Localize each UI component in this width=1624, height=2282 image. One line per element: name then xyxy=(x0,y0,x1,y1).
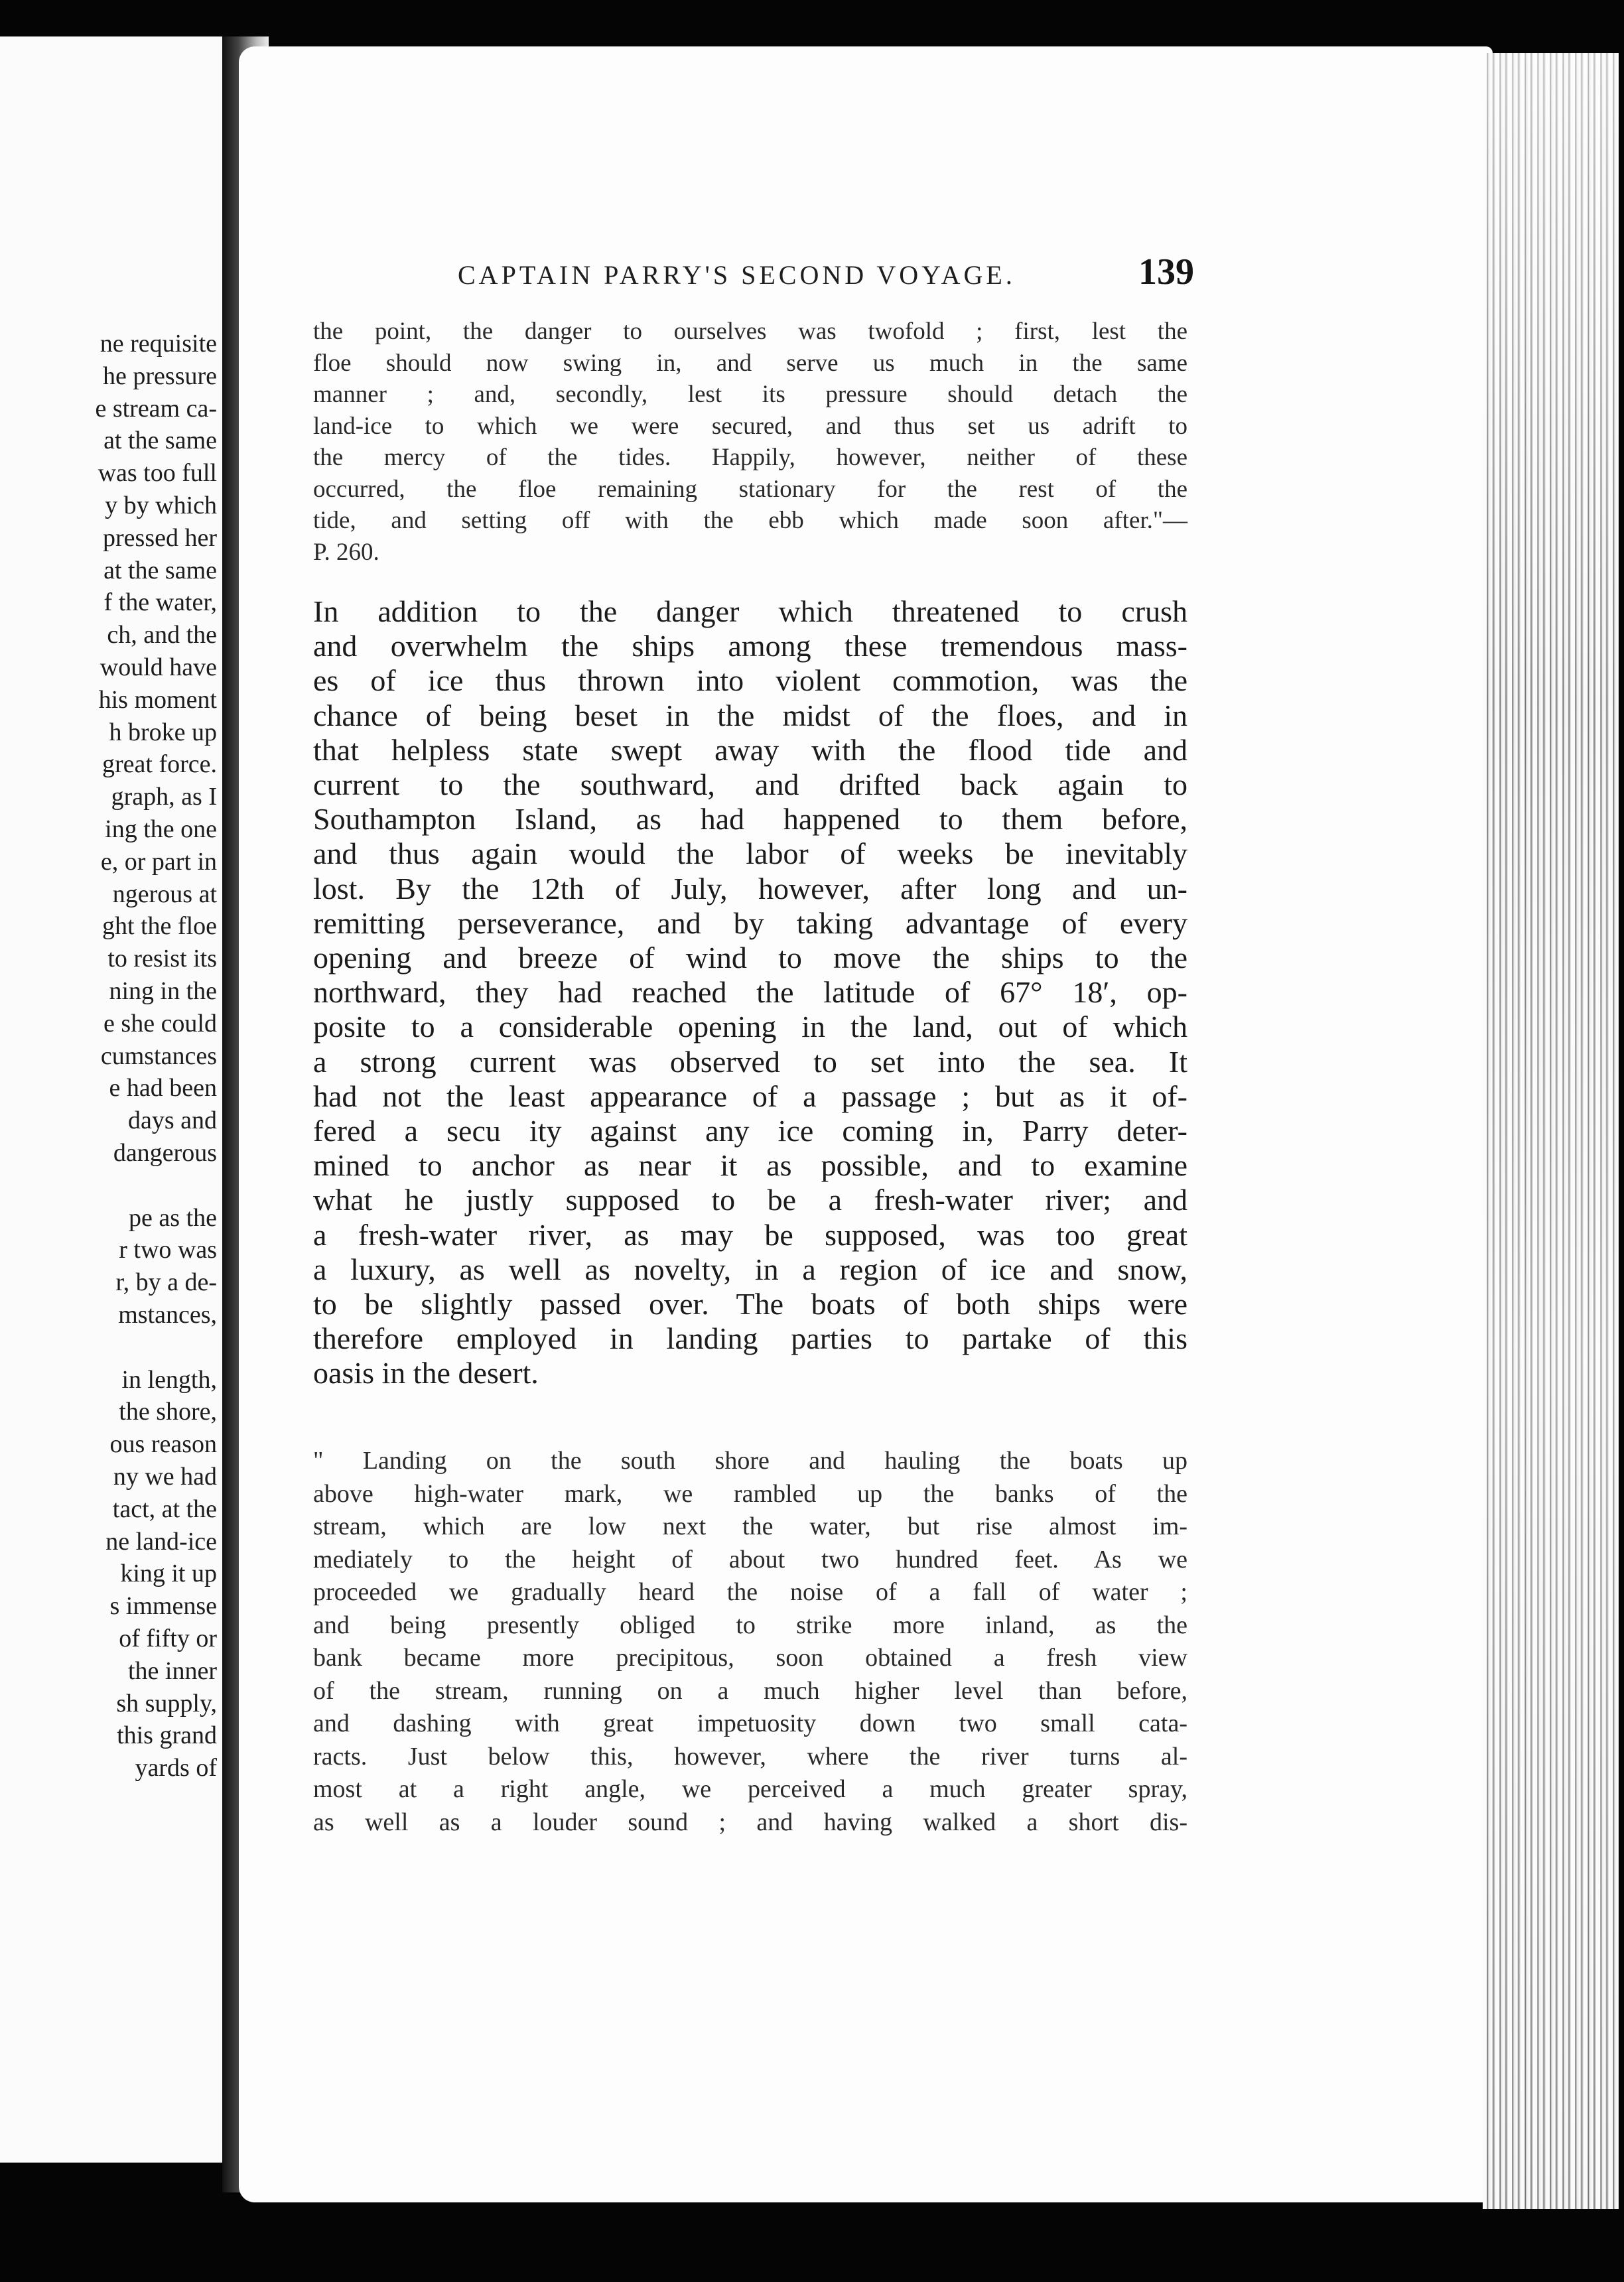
text-line: land-ice to which we were secured, and thus set us adrift to xyxy=(313,412,1187,440)
text-line: " Landing on the south shore and hauling the boats up xyxy=(313,1447,1187,1475)
left-page-line: he pressure xyxy=(103,362,217,390)
text-line: northward, they had reached the latitude of 67° 18′, op- xyxy=(313,975,1187,1010)
left-page-line: ing the one xyxy=(105,815,217,843)
text-line: floe should now swing in, and serve us much in the same xyxy=(313,349,1187,377)
text-line: lost. By the 12th of July, however, after long and un- xyxy=(313,871,1187,906)
text-line: In addition to the danger which threatened to crush xyxy=(313,594,1187,628)
text-line: remitting perseverance, and by taking advantage of every xyxy=(313,906,1187,940)
text-line: Southampton Island, as had happened to them before, xyxy=(313,802,1187,837)
text-line: opening and breeze of wind to move the ships to the xyxy=(313,941,1187,975)
text-line: tide, and setting off with the ebb which made soon after."— xyxy=(313,507,1187,534)
left-page-line: at the same xyxy=(103,427,217,455)
text-line: chance of being beset in the midst of the floes, and in xyxy=(313,698,1187,732)
text-line: mined to anchor as near it as possible, and to examine xyxy=(313,1148,1187,1183)
left-page-fragment xyxy=(0,36,226,2163)
text-line: oasis in the desert. xyxy=(313,1356,539,1390)
running-title: CAPTAIN PARRY'S SECOND VOYAGE. xyxy=(458,260,1016,290)
text-line: and overwhelm the ships among these tremendous mass- xyxy=(313,629,1187,663)
text-line: fered a secu ity against any ice coming in, Parry deter- xyxy=(313,1114,1187,1148)
text-line: had not the least appearance of a passage ; but as it of- xyxy=(313,1079,1187,1113)
left-page-line: ch, and the xyxy=(107,621,217,649)
left-page-line: great force. xyxy=(102,750,217,779)
quote-block-landing xyxy=(313,1445,1187,1839)
left-page-line: h broke up xyxy=(109,718,217,746)
text-line: and thus again would the labor of weeks be inevitably xyxy=(313,837,1187,871)
left-page-line: yards of xyxy=(135,1754,217,1782)
left-page-line: his moment xyxy=(98,685,217,714)
left-page-line: the shore, xyxy=(119,1398,217,1426)
left-page-line: y by which xyxy=(105,492,217,519)
left-page-line: ngerous at xyxy=(112,880,217,908)
page-number: 139 xyxy=(1138,251,1194,293)
text-line: a luxury, as well as novelty, in a region of ice and snow, xyxy=(313,1252,1187,1286)
left-page-line: r, by a de- xyxy=(115,1268,217,1297)
left-page-line: sh supply, xyxy=(116,1689,217,1717)
text-line: and dashing with great impetuosity down two small cata- xyxy=(313,1710,1187,1737)
text-line: a strong current was observed to set into the sea. It xyxy=(313,1044,1187,1079)
text-line: bank became more precipitous, soon obtained a fresh view xyxy=(313,1644,1187,1672)
text-line: therefore employed in landing parties to partake of this xyxy=(313,1321,1187,1356)
left-page-line: ne land-ice xyxy=(105,1527,217,1556)
text-line: posite to a considerable opening in the land, out of which xyxy=(313,1010,1187,1044)
left-page-line: ous reason xyxy=(109,1430,217,1459)
left-page-line: pe as the xyxy=(129,1203,217,1232)
text-line: above high-water mark, we rambled up the banks of the xyxy=(313,1479,1187,1508)
left-page-line: mstances, xyxy=(118,1301,217,1329)
page-block-edges xyxy=(1483,53,1619,2209)
left-page-line: king it up xyxy=(120,1560,217,1588)
left-page-line: f the water, xyxy=(103,588,217,617)
left-page-line: was too full xyxy=(98,459,217,488)
left-page-line: ght the floe xyxy=(102,912,217,941)
text-line: what he justly supposed to be a fresh-water river; and xyxy=(313,1183,1187,1217)
left-page-line: r two was xyxy=(119,1236,217,1264)
left-page-line: e stream ca- xyxy=(95,394,217,423)
left-page-line: ne requisite xyxy=(100,330,217,358)
left-page-line: e she could xyxy=(103,1009,217,1038)
quote-block-continued xyxy=(313,316,1187,568)
text-line: of the stream, running on a much higher level than before, xyxy=(313,1676,1187,1705)
left-page-line: cumstances xyxy=(100,1041,217,1070)
left-page-line: to resist its xyxy=(107,945,217,973)
text-line: racts. Just below this, however, where the river turns al- xyxy=(313,1742,1187,1771)
text-line: most at a right angle, we perceived a much greater spray, xyxy=(313,1775,1187,1803)
text-line: stream, which are low next the water, but rise almost im- xyxy=(313,1512,1187,1540)
text-line: as well as a louder sound ; and having walked a short dis- xyxy=(313,1808,1187,1836)
left-page-line: at the same xyxy=(103,556,217,584)
text-line: to be slightly passed over. The boats of both ships were xyxy=(313,1287,1187,1321)
left-page-line: ning in the xyxy=(109,977,217,1005)
text-line: and being presently obliged to strike more inland, as the xyxy=(313,1611,1187,1639)
left-page-line: in length, xyxy=(121,1365,217,1394)
text-line: a fresh-water river, as may be supposed, was too great xyxy=(313,1217,1187,1252)
left-page-line: the inner xyxy=(127,1656,217,1685)
text-line: occurred, the floe remaining stationary for the rest of the xyxy=(313,475,1187,503)
left-page-line: dangerous xyxy=(113,1139,217,1167)
left-page-line: this grand xyxy=(117,1721,217,1750)
left-page-line: would have xyxy=(100,653,217,681)
left-page-line: tact, at the xyxy=(112,1495,217,1523)
left-page-line: s immense xyxy=(109,1592,217,1621)
running-head xyxy=(458,251,1194,293)
left-page-line: e had been xyxy=(109,1074,217,1103)
left-page-line: ny we had xyxy=(113,1463,217,1491)
left-page-line: graph, as I xyxy=(111,783,217,811)
left-page-line: of fifty or xyxy=(119,1625,217,1652)
main-paragraph xyxy=(313,594,1187,1391)
text-line: current to the southward, and drifted back again to xyxy=(313,768,1187,802)
left-page-line: days and xyxy=(127,1107,217,1135)
text-line: P. 260. xyxy=(313,538,379,566)
left-page-line: e, or part in xyxy=(100,847,217,876)
text-line: proceeded we gradually heard the noise of a fall of water ; xyxy=(313,1578,1187,1606)
text-line: manner ; and, secondly, lest its pressure should detach the xyxy=(313,381,1187,408)
text-line: mediately to the height of about two hundred feet. As we xyxy=(313,1545,1187,1574)
left-page-line: pressed her xyxy=(103,523,217,552)
text-line: the mercy of the tides. Happily, however, neither of these xyxy=(313,444,1187,471)
text-line: the point, the danger to ourselves was twofold ; first, lest the xyxy=(313,318,1187,345)
text-line: that helpless state swept away with the flood tide and xyxy=(313,732,1187,767)
text-line: es of ice thus thrown into violent commotion, was the xyxy=(313,663,1187,698)
